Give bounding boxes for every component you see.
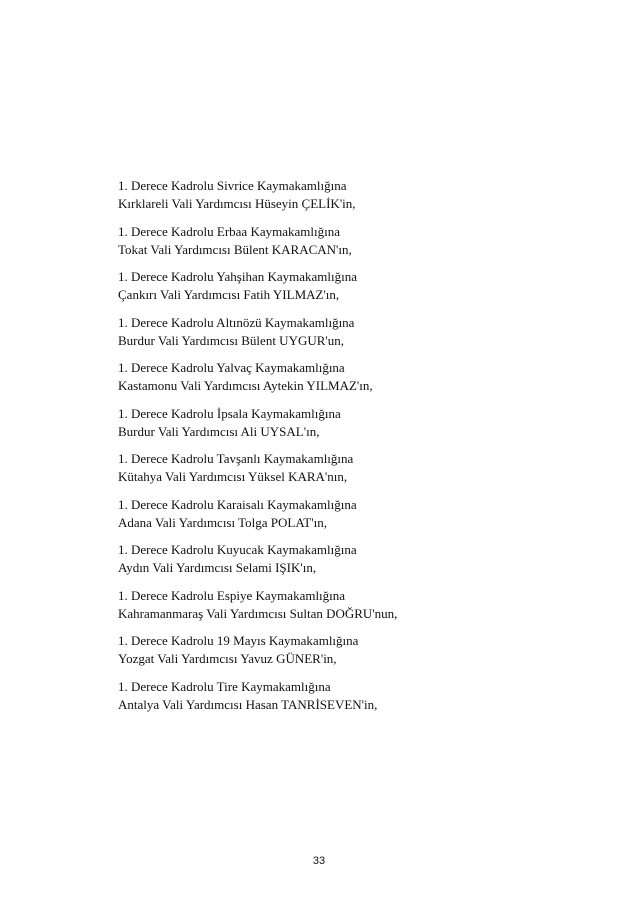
entry-person-line: Burdur Vali Yardımcısı Bülent UYGUR'un, [118, 332, 344, 348]
entry-person-line: Adana Vali Yardımcısı Tolga POLAT'ın, [118, 514, 327, 530]
appointment-entry [118, 632, 598, 678]
entry-person-line: Kahramanmaraş Vali Yardımcısı Sultan DOĞRU'nun, [118, 605, 398, 621]
entry-post-line: 1. Derece Kadrolu Tavşanlı Kaymakamlığına [118, 451, 354, 466]
entry-post-line: 1. Derece Kadrolu Tire Kaymakamlığına [118, 678, 331, 694]
entry-person-line: Çankırı Vali Yardımcısı Fatih YILMAZ'ın, [118, 287, 340, 302]
appointment-entry [118, 450, 598, 496]
entry-person-line: Burdur Vali Yardımcısı Ali UYSAL'ın, [118, 423, 320, 439]
entry-person-line: Antalya Vali Yardımcısı Hasan TANRİSEVEN'in, [118, 696, 378, 712]
entry-person-line: Aydın Vali Yardımcısı Selami IŞIK'ın, [118, 560, 317, 575]
appointment-entry [118, 496, 598, 542]
appointment-entry [118, 405, 598, 451]
entry-post-line: 1. Derece Kadrolu Karaisalı Kaymakamlığına [118, 496, 357, 512]
appointment-entry [118, 177, 598, 223]
appointment-entry [118, 678, 598, 724]
appointment-entry [118, 223, 598, 269]
entry-person-line: Kastamonu Vali Yardımcısı Aytekin YILMAZ'ın, [118, 378, 373, 393]
appointment-entry [118, 359, 598, 405]
entry-person-line: Kırklareli Vali Yardımcısı Hüseyin ÇELİK'in, [118, 196, 356, 211]
entry-post-line: 1. Derece Kadrolu Kuyucak Kaymakamlığına [118, 542, 357, 557]
entry-post-line: 1. Derece Kadrolu İpsala Kaymakamlığına [118, 405, 341, 421]
appointment-entry [118, 314, 598, 360]
entry-person-line: Yozgat Vali Yardımcısı Yavuz GÜNER'in, [118, 651, 337, 666]
entry-post-line: 1. Derece Kadrolu Erbaa Kaymakamlığına [118, 223, 340, 239]
entry-post-line: 1. Derece Kadrolu Altınözü Kaymakamlığına [118, 314, 355, 330]
entry-post-line: 1. Derece Kadrolu Yalvaç Kaymakamlığına [118, 360, 345, 375]
page-number: 33 [312, 855, 326, 867]
entry-post-line: 1. Derece Kadrolu Espiye Kaymakamlığına [118, 587, 346, 603]
entry-post-line: 1. Derece Kadrolu Yahşihan Kaymakamlığına [118, 269, 357, 284]
entry-post-line: 1. Derece Kadrolu Sivrice Kaymakamlığına [118, 178, 347, 193]
appointment-entry [118, 541, 598, 587]
appointment-list [118, 177, 598, 723]
entry-person-line: Tokat Vali Yardımcısı Bülent KARACAN'ın, [118, 241, 352, 257]
appointment-entry [118, 268, 598, 314]
appointment-entry [118, 587, 598, 633]
entry-post-line: 1. Derece Kadrolu 19 Mayıs Kaymakamlığına [118, 633, 359, 648]
entry-person-line: Kütahya Vali Yardımcısı Yüksel KARA'nın, [118, 469, 348, 484]
